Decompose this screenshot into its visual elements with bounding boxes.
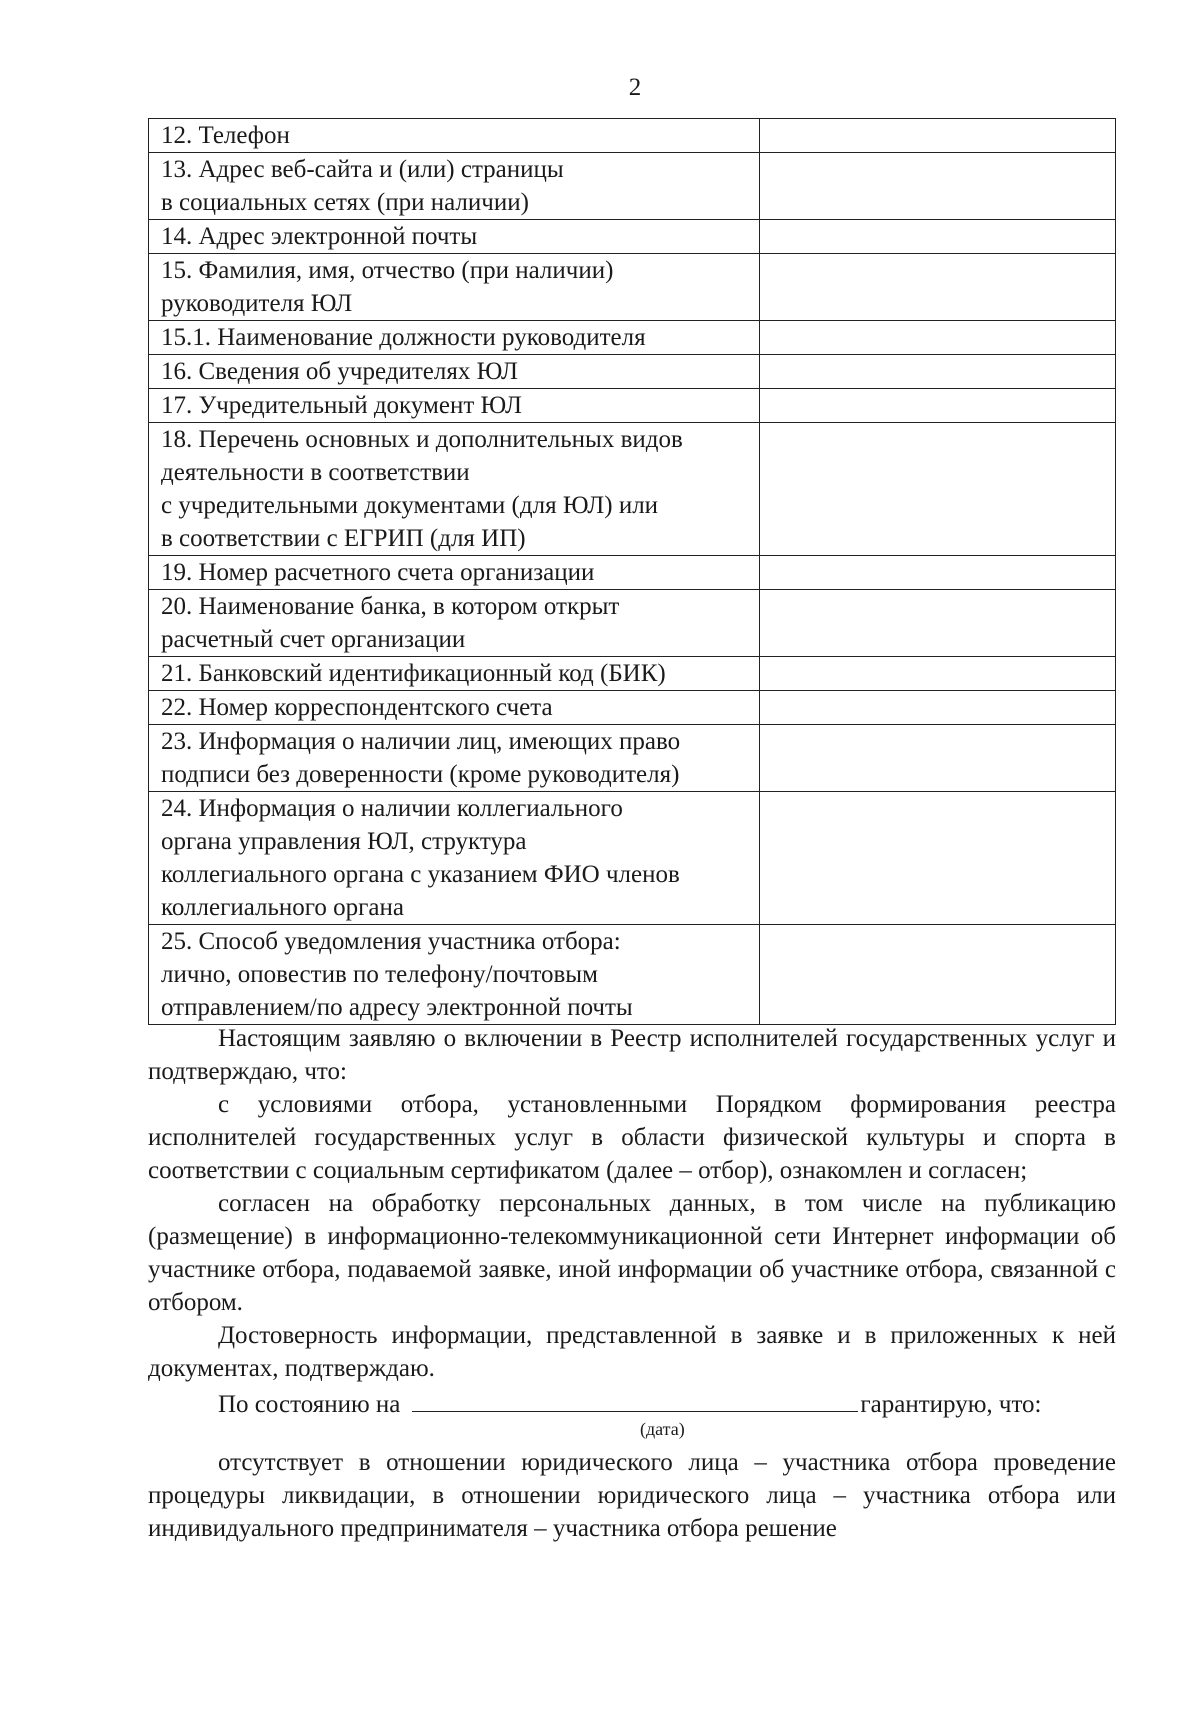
row-value-field[interactable] [760,657,1116,691]
consent-paragraph: согласен на обработку персональных данных, в том числе на публикацию (размещение) в информационно-телекоммуникационной сети Интернет информации об участнике отбора, подаваемой заявке, иной информации об участнике отбора, связанной с отбором. [148,1190,1116,1316]
table-row [149,389,1116,423]
date-caption: (дата) [640,1419,685,1439]
declaration-text [148,1022,1116,1545]
row-value-field[interactable] [760,355,1116,389]
row-label: 12. Телефон [149,119,760,153]
row-value-field[interactable] [760,725,1116,792]
row-value-field[interactable] [760,792,1116,925]
row-value-field[interactable] [760,254,1116,321]
table-row [149,925,1116,1025]
table-row [149,725,1116,792]
row-label: 20. Наименование банка, в котором открыт расчетный счет организации [149,590,760,657]
date-line [148,1385,1116,1418]
table-row [149,556,1116,590]
row-label: 13. Адрес веб-сайта и (или) страницы в социальных сетях (при наличии) [149,153,760,220]
row-label: 16. Сведения об учредителях ЮЛ [149,355,760,389]
row-value-field[interactable] [760,389,1116,423]
row-value-field[interactable] [760,590,1116,657]
row-label: 25. Способ уведомления участника отбора: лично, оповестив по телефону/почтовым отправлением/по адресу электронной почты [149,925,760,1025]
date-prefix: По состоянию на [218,1391,401,1418]
table-body [149,119,1116,1025]
table-row [149,423,1116,556]
row-value-field[interactable] [760,119,1116,153]
row-value-field[interactable] [760,556,1116,590]
page-number: 2 [628,74,642,101]
row-label: 15.1. Наименование должности руководителя [149,321,760,355]
table-row [149,254,1116,321]
accuracy-paragraph: Достоверность информации, представленной в заявке и в приложенных к ней документах, подтверждаю. [148,1322,1116,1382]
row-value-field[interactable] [760,153,1116,220]
row-value-field[interactable] [760,691,1116,725]
row-value-field[interactable] [760,220,1116,254]
table-row [149,590,1116,657]
row-label: 22. Номер корреспондентского счета [149,691,760,725]
table-row [149,792,1116,925]
table-row [149,321,1116,355]
date-suffix: гарантирую, что: [860,1391,1042,1418]
row-label: 23. Информация о наличии лиц, имеющих право подписи без доверенности (кроме руководителя) [149,725,760,792]
terms-paragraph: с условиями отбора, установленными Порядком формирования реестра исполнителей государственных услуг в области физической культуры и спорта в соответствии с социальным сертификатом (далее – отбор), ознакомлен и согласен; [148,1091,1116,1184]
row-label: 21. Банковский идентификационный код (БИК) [149,657,760,691]
row-value-field[interactable] [760,925,1116,1025]
row-value-field[interactable] [760,321,1116,355]
table-row [149,691,1116,725]
date-blank-field[interactable] [412,1385,858,1412]
application-form-table [148,118,1116,1025]
guarantee-paragraph: отсутствует в отношении юридического лица – участника отбора проведение процедуры ликвидации, в отношении юридического лица – участника отбора или индивидуального предпринимателя – участника отбора решение [148,1449,1116,1542]
row-label: 24. Информация о наличии коллегиального органа управления ЮЛ, структура коллегиального органа с указанием ФИО членов коллегиального органа [149,792,760,925]
table-row [149,355,1116,389]
row-value-field[interactable] [760,423,1116,556]
table-row [149,220,1116,254]
row-label: 15. Фамилия, имя, отчество (при наличии) руководителя ЮЛ [149,254,760,321]
row-label: 19. Номер расчетного счета организации [149,556,760,590]
row-label: 18. Перечень основных и дополнительных видов деятельности в соответствии с учредительными документами (для ЮЛ) или в соответствии с ЕГРИП (для ИП) [149,423,760,556]
table-row [149,657,1116,691]
declaration-paragraph: Настоящим заявляю о включении в Реестр исполнителей государственных услуг и подтверждаю, что: [148,1025,1116,1085]
table-row [149,119,1116,153]
row-label: 17. Учредительный документ ЮЛ [149,389,760,423]
row-label: 14. Адрес электронной почты [149,220,760,254]
table-row [149,153,1116,220]
